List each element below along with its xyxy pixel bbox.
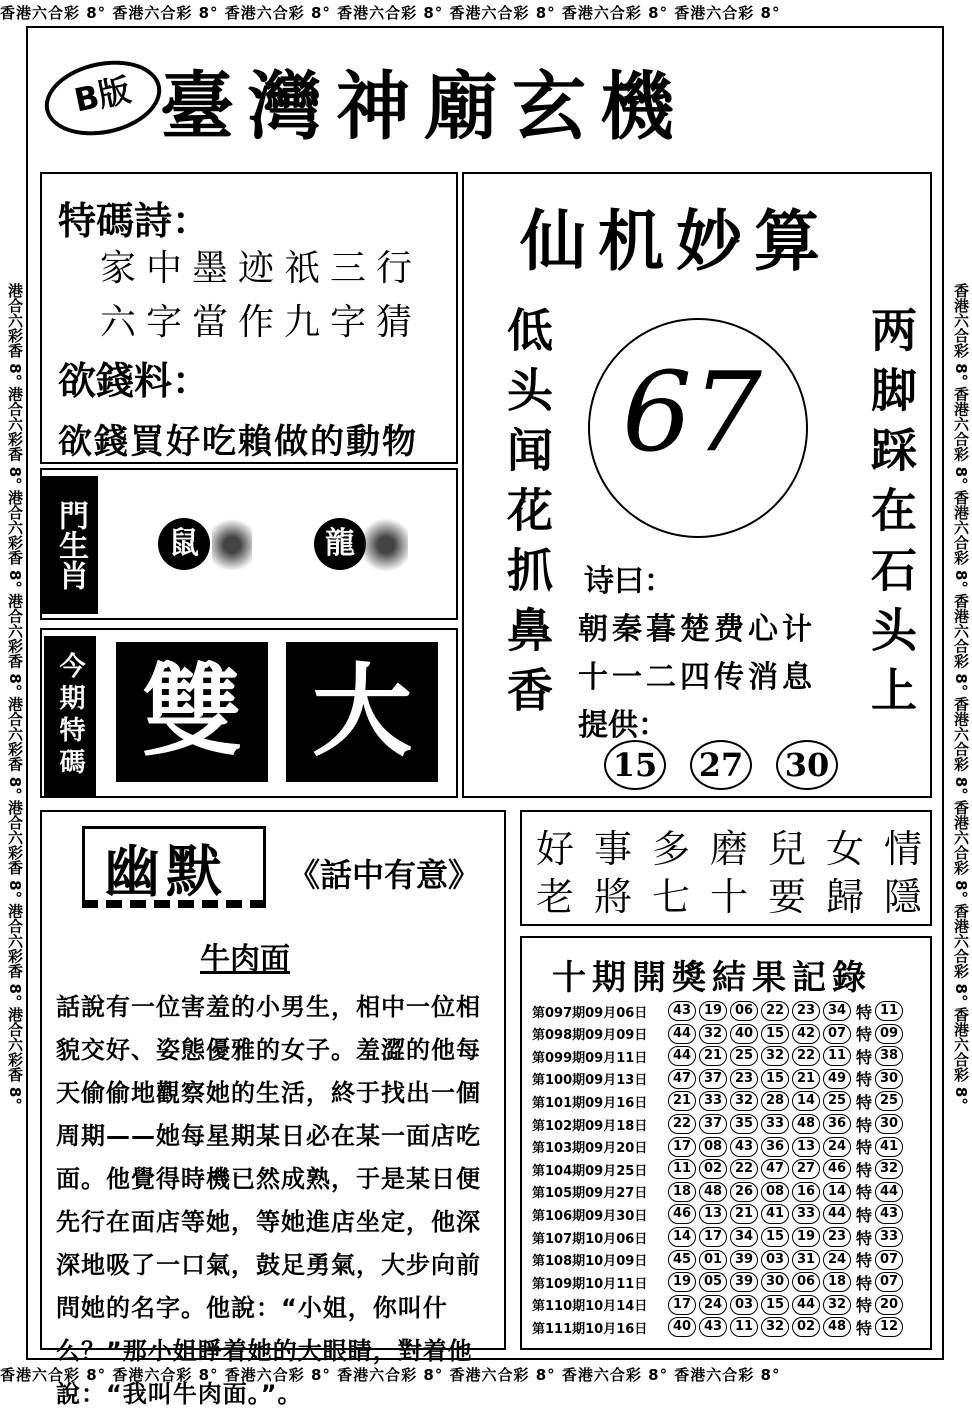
dragon-icon: [364, 510, 408, 580]
record-label: 第105期09月27日: [532, 1186, 648, 1202]
record-number: 36: [823, 1114, 851, 1134]
record-number: 07: [823, 1024, 851, 1044]
zodiac-label: 門生肖: [42, 476, 98, 614]
edition-badge: B版: [38, 51, 168, 146]
record-number: 37: [699, 1069, 727, 1089]
record-label: 第097期09月06日: [532, 1005, 648, 1021]
record-special-number: 38: [875, 1046, 903, 1066]
record-label: 第100期09月13日: [532, 1073, 648, 1089]
record-number: 19: [699, 1001, 727, 1021]
record-number: 33: [699, 1091, 727, 1111]
record-number: 06: [730, 1001, 758, 1021]
zodiac-dragon: 龍: [314, 518, 366, 570]
record-number: 15: [761, 1024, 789, 1044]
record-number: 37: [699, 1114, 727, 1134]
record-special-label: 特: [856, 1115, 873, 1135]
record-special-label: 特: [856, 1228, 873, 1248]
record-special-label: 特: [856, 1070, 873, 1090]
record-special-number: 11: [875, 1001, 903, 1021]
record-number: 35: [730, 1114, 758, 1134]
record-number: 32: [699, 1024, 727, 1044]
record-number: 36: [761, 1137, 789, 1157]
record-number: 22: [668, 1114, 696, 1134]
record-number: 14: [792, 1091, 820, 1111]
record-row: [532, 1000, 906, 1022]
record-special-number: 32: [875, 1159, 903, 1179]
border-right: 香港六合彩 8° 香港六合彩 8° 香港六合彩 8° 香港六合彩 8° 香港六合彩 8° 香港六合彩 8° 香港六合彩 8° 香港六合彩 8°: [952, 283, 970, 1105]
record-number: 13: [699, 1204, 727, 1224]
record-number: 44: [668, 1046, 696, 1066]
record-row: [532, 1316, 906, 1338]
xianji-right-column: 两脚踩在石头上: [864, 306, 918, 726]
record-number: 30: [761, 1272, 789, 1292]
record-number: 22: [761, 1001, 789, 1021]
record-number: 23: [730, 1069, 758, 1089]
record-number: 49: [823, 1069, 851, 1089]
record-number: 02: [792, 1317, 820, 1337]
record-number: 13: [792, 1137, 820, 1157]
record-number: 44: [823, 1204, 851, 1224]
record-label: 第104期09月25日: [532, 1163, 648, 1179]
record-special-label: 特: [856, 1205, 873, 1225]
poem-label: 特碼詩：: [58, 199, 211, 243]
record-label: 第108期10月09日: [532, 1254, 648, 1270]
record-number: 47: [761, 1159, 789, 1179]
record-number: 21: [668, 1091, 696, 1111]
poem-line-1: 家中墨迹祇三行: [100, 248, 423, 289]
record-number: 15: [761, 1227, 789, 1247]
record-label: 第102期09月18日: [532, 1118, 648, 1134]
record-number: 14: [668, 1227, 696, 1247]
rat-icon: [212, 510, 252, 580]
record-row: [532, 1181, 906, 1203]
money-text: 欲錢買好吃賴做的動物: [58, 422, 418, 462]
record-number: 15: [761, 1069, 789, 1089]
record-number: 33: [761, 1114, 789, 1134]
record-number: 41: [761, 1204, 789, 1224]
record-special-label: 特: [856, 1251, 873, 1271]
record-number: 39: [730, 1272, 758, 1292]
record-label: 第110期10月14日: [532, 1299, 648, 1315]
xianji-number: 27: [690, 740, 752, 790]
record-special-label: 特: [856, 1183, 873, 1203]
record-special-number: 43: [875, 1204, 903, 1224]
record-number: 01: [699, 1250, 727, 1270]
record-special-label: 特: [856, 1092, 873, 1112]
record-number: 08: [699, 1137, 727, 1157]
record-number: 17: [668, 1137, 696, 1157]
record-number: 17: [668, 1295, 696, 1315]
records-title: 十期開獎結果記錄: [552, 958, 872, 998]
record-row: [532, 1113, 906, 1135]
record-number: 24: [699, 1295, 727, 1315]
record-number: 31: [792, 1250, 820, 1270]
record-row: [532, 1068, 906, 1090]
record-number: 32: [761, 1046, 789, 1066]
record-number: 44: [668, 1024, 696, 1044]
record-number: 06: [792, 1272, 820, 1292]
record-special-label: 特: [856, 1296, 873, 1316]
xianji-number: 15: [604, 740, 666, 790]
record-special-number: 07: [875, 1272, 903, 1292]
record-label: 第103期09月20日: [532, 1141, 648, 1157]
border-bottom: 香港六合彩 8° 香港六合彩 8° 香港六合彩 8° 香港六合彩 8° 香港六合彩 8° 香港六合彩 8° 香港六合彩 8°: [0, 1366, 781, 1384]
record-number: 14: [823, 1182, 851, 1202]
record-number: 34: [730, 1227, 758, 1247]
record-number: 02: [699, 1159, 727, 1179]
record-label: 第098期09月09日: [532, 1028, 648, 1044]
xianji-poem-line-1: 朝秦暮楚费心计: [578, 612, 816, 647]
border-left: 港合六彩香 8° 港合六彩香 8° 港合六彩香 8° 港合六彩香 8° 港合六彩香 8° 港合六彩香 8° 港合六彩香 8° 港合六彩香 8°: [6, 283, 24, 1105]
record-number: 40: [668, 1317, 696, 1337]
record-label: 第111期10月16日: [532, 1321, 648, 1337]
record-number: 21: [699, 1046, 727, 1066]
record-label: 第106期09月30日: [532, 1208, 648, 1224]
record-special-label: 特: [856, 1047, 873, 1067]
record-special-label: 特: [856, 1318, 873, 1338]
record-number: 48: [792, 1114, 820, 1134]
record-number: 46: [668, 1204, 696, 1224]
record-row: [532, 1090, 906, 1112]
record-special-number: 33: [875, 1227, 903, 1247]
record-row: [532, 1226, 906, 1248]
record-special-label: 特: [856, 1273, 873, 1293]
xianji-left-column: 低头闻花抓鼻香: [500, 306, 554, 726]
record-row: [532, 1203, 906, 1225]
special-b: 大: [286, 642, 438, 782]
record-row: [532, 1249, 906, 1271]
humor-subtitle: 《話中有意》: [288, 856, 481, 894]
record-number: 45: [668, 1250, 696, 1270]
record-number: 22: [792, 1046, 820, 1066]
xianji-title: 仙机妙算: [520, 202, 832, 280]
record-number: 39: [730, 1250, 758, 1270]
record-row: [532, 1023, 906, 1045]
record-number: 47: [668, 1069, 696, 1089]
story-text: 話說有一位害羞的小男生，相中一位相貌交好、姿態優雅的女子。羞澀的他每天偷偷地觀察她的生活，終于找出一個周期——她每星期某日必在某一面店吃面。他覺得時機已然成熟，于是某日便先行在面店等她，等她進店坐定，他深深地吸了一口氣，鼓足勇氣，大步向前問她的名字。他說：“小姐，你叫什么？”那小姐睜着她的大眼睛，對着他說：“我叫牛肉面。”。: [56, 993, 481, 1408]
record-number: 33: [792, 1204, 820, 1224]
record-number: 22: [730, 1159, 758, 1179]
record-number: 24: [823, 1137, 851, 1157]
record-number: 15: [761, 1295, 789, 1315]
record-number: 40: [730, 1024, 758, 1044]
record-number: 34: [823, 1001, 851, 1021]
record-number: 19: [668, 1272, 696, 1292]
record-number: 03: [730, 1295, 758, 1315]
special-label: 今期特碼: [44, 636, 96, 796]
record-number: 21: [792, 1069, 820, 1089]
record-special-number: 09: [875, 1024, 903, 1044]
humor-title: 幽默: [104, 840, 228, 905]
record-special-label: 特: [856, 1025, 873, 1045]
record-number: 23: [792, 1001, 820, 1021]
record-number: 11: [823, 1046, 851, 1066]
money-label: 欲錢料：: [58, 359, 211, 403]
record-label: 第099期09月11日: [532, 1050, 648, 1066]
page-title: 臺灣神廟玄機: [160, 64, 688, 150]
record-number: 11: [668, 1159, 696, 1179]
record-special-number: 44: [875, 1182, 903, 1202]
record-row: [532, 1045, 906, 1067]
record-row: [532, 1294, 906, 1316]
record-row: [532, 1136, 906, 1158]
proverb-line-1: 好事多磨兒女情: [536, 827, 943, 871]
record-number: 32: [730, 1091, 758, 1111]
xianji-number: 30: [776, 740, 838, 790]
record-number: 32: [761, 1317, 789, 1337]
record-number: 43: [730, 1137, 758, 1157]
xianji-numbers: [604, 740, 862, 790]
record-number: 25: [730, 1046, 758, 1066]
record-number: 26: [730, 1182, 758, 1202]
record-number: 18: [823, 1272, 851, 1292]
record-number: 21: [730, 1204, 758, 1224]
record-label: 第101期09月16日: [532, 1095, 648, 1111]
record-number: 32: [823, 1295, 851, 1315]
record-number: 27: [792, 1159, 820, 1179]
record-number: 43: [699, 1317, 727, 1337]
xianji-poem-label: 诗曰：: [584, 564, 674, 599]
record-special-number: 07: [875, 1250, 903, 1270]
xianji-provide-label: 提供：: [578, 708, 668, 743]
record-number: 43: [668, 1001, 696, 1021]
xianji-poem-line-2: 十一二四传消息: [578, 660, 816, 695]
record-number: 11: [730, 1317, 758, 1337]
record-number: 23: [823, 1227, 851, 1247]
record-special-number: 25: [875, 1091, 903, 1111]
record-number: 44: [792, 1295, 820, 1315]
record-special-number: 30: [875, 1114, 903, 1134]
record-special-number: 12: [875, 1317, 903, 1337]
record-row: [532, 1271, 906, 1293]
record-number: 17: [699, 1227, 727, 1247]
record-number: 18: [668, 1182, 696, 1202]
poem-line-2: 六字當作九字猜: [100, 302, 423, 343]
record-number: 24: [823, 1250, 851, 1270]
record-special-number: 30: [875, 1069, 903, 1089]
record-number: 08: [761, 1182, 789, 1202]
record-special-number: 20: [875, 1295, 903, 1315]
story-title: 牛肉面: [200, 942, 290, 977]
record-number: 05: [699, 1272, 727, 1292]
record-special-label: 特: [856, 1002, 873, 1022]
special-a: 雙: [116, 642, 268, 782]
record-special-label: 特: [856, 1138, 873, 1158]
proverb-line-2: 老將七十要歸隱: [536, 875, 943, 919]
record-number: 16: [792, 1182, 820, 1202]
circle-number: 67: [622, 348, 762, 476]
border-top: 香港六合彩 8° 香港六合彩 8° 香港六合彩 8° 香港六合彩 8° 香港六合彩 8° 香港六合彩 8° 香港六合彩 8°: [0, 4, 781, 22]
record-number: 46: [823, 1159, 851, 1179]
record-number: 48: [823, 1317, 851, 1337]
record-row: [532, 1158, 906, 1180]
record-number: 28: [761, 1091, 789, 1111]
record-number: 48: [699, 1182, 727, 1202]
record-label: 第107期10月06日: [532, 1231, 648, 1247]
record-special-label: 特: [856, 1160, 873, 1180]
zodiac-rat: 鼠: [158, 518, 210, 570]
record-number: 42: [792, 1024, 820, 1044]
record-special-number: 41: [875, 1137, 903, 1157]
record-number: 03: [761, 1250, 789, 1270]
record-number: 19: [792, 1227, 820, 1247]
record-number: 25: [823, 1091, 851, 1111]
record-label: 第109期10月11日: [532, 1276, 648, 1292]
